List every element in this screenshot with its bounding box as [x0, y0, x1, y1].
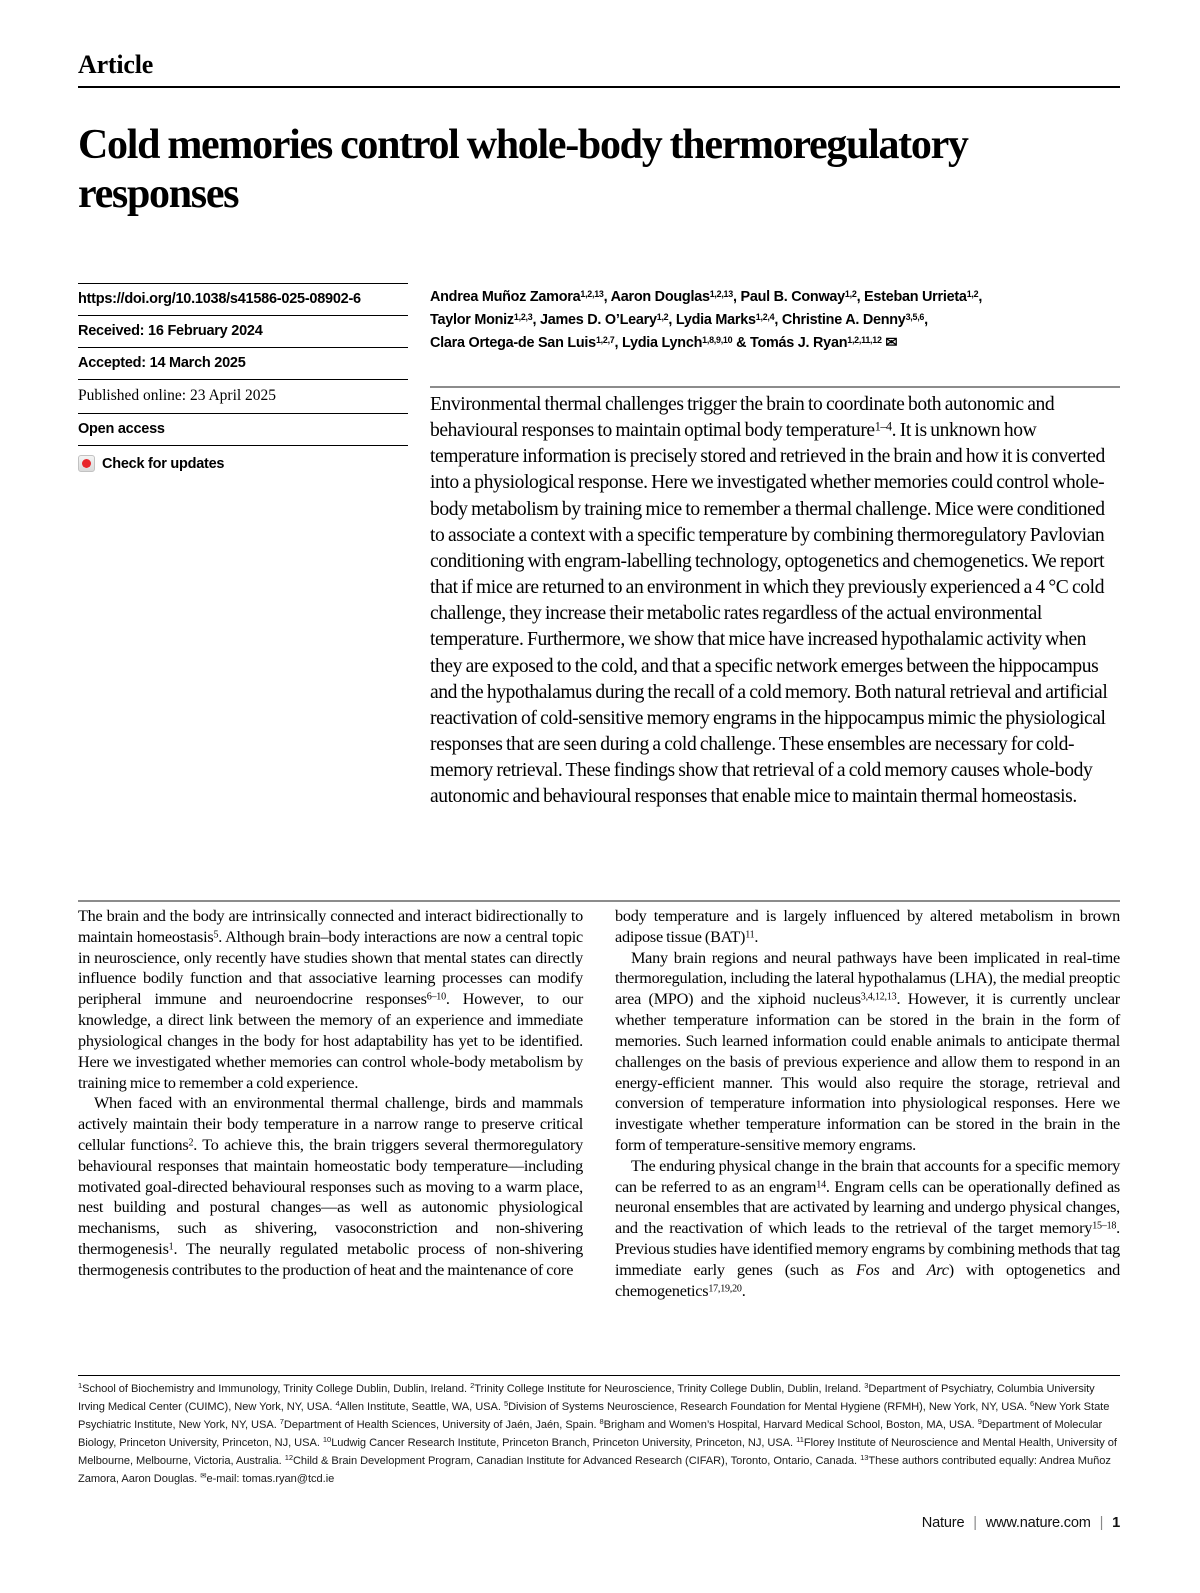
crossmark-icon — [78, 455, 95, 472]
footer-separator-2: | — [1099, 1515, 1104, 1531]
affiliations-divider — [78, 1375, 1120, 1376]
author-list — [430, 286, 1120, 354]
body-column-left — [78, 906, 583, 1281]
body-paragraph: body temperature and is largely influenced by altered metabolism in brown adipose tissue (BAT)$^{11}$. — [615, 907, 1120, 946]
footer-url[interactable]: www.nature.com — [985, 1515, 1091, 1531]
accepted-date: Accepted: 14 March 2025 — [78, 347, 408, 379]
check-for-updates-label: Check for updates — [102, 455, 225, 472]
footer-separator-1: | — [973, 1515, 977, 1531]
author-line-2: Taylor Moniz$^{1,2,3}$, James D. O’Leary$^{1,2}$, Lydia Marks$^{1,2,4}$, Christine A. Denny$^{3,5,6}$, — [430, 311, 928, 328]
abstract-text: Environmental thermal challenges trigger the brain to coordinate both autonomic and behavioural responses to maintain optimal body temperature$^{1-4}$. It is unknown how temperature information is precisely stored and retrieved in the brain and how it is converted into a physiological response. Here we investigated whether memories could control whole-body metabolism by training mice to remember a thermal challenge. Mice were conditioned to associate a context with a specific temperature by combining thermoregulatory Pavlovian conditioning with engram-labelling technology, optogenetics and chemogenetics. We report that if mice are returned to an environment in which they previously experienced a 4 °C cold challenge, they increase their metabolic rates regardless of the actual environmental temperature. Furthermore, we show that mice have increased hypothalamic activity when they are exposed to the cold, and that a specific network emerges between the hippocampus and the hypothalamus during the recall of a cold memory. Both natural retrieval and artificial reactivation of cold-sensitive memory engrams in the hippocampus mimic the physiological responses that are seen during a cold challenge. These ensembles are necessary for cold-memory retrieval. These findings show that retrieval of a cold memory causes whole-body autonomic and behavioural responses that enable mice to maintain thermal homeostasis. — [430, 394, 1108, 808]
check-for-updates-button[interactable] — [78, 445, 408, 480]
article-type-label: Article — [78, 50, 154, 79]
author-line-3: Clara Ortega-de San Luis$^{1,2,7}$, Lydia Lynch$^{1,8,9,10}$ & Tomás J. Ryan$^{1,2,11,12}$ ✉ — [430, 334, 898, 351]
footer-page-number: 1 — [1112, 1515, 1120, 1531]
affiliations-text: $^1$School of Biochemistry and Immunology, Trinity College Dublin, Dublin, Ireland. $^2$Trinity College Institute for Neuroscience, Trinity College Dublin, Dublin, Ireland. $^3$Department of Psychiatry, Columbia University Irving Medical Center (CUIMC), New York, NY, USA. $^4$Allen Institute, Seattle, WA, USA. $^5$Division of Systems Neuroscience, Research Foundation for Mental Hygiene (RFMH), New York, NY, USA. $^6$New York State Psychiatric Institute, New York, NY, USA. $^7$Department of Health Sciences, University of Jaén, Jaén, Spain. $^8$Brigham and Women’s Hospital, Harvard Medical School, Boston, MA, USA. $^9$Department of Molecular Biology, Princeton University, Princeton, NJ, USA. $^{10}$Ludwig Cancer Research Institute, Princeton Branch, Princeton University, Princeton, NJ, USA. $^{11}$Florey Institute of Neuroscience and Mental Health, University of Melbourne, Melbourne, Victoria, Australia. $^{12}$Child & Brain Development Program, Canadian Institute for Advanced Research (CIFAR), Toronto, Ontario, Canada. $^{13}$These authors contributed equally: Andrea Muñoz Zamora, Aaron Douglas. ✉e-mail: tomas.ryan@tcd.ie — [78, 1381, 1117, 1485]
footer-journal: Nature — [921, 1515, 965, 1531]
abstract-divider — [430, 386, 1120, 388]
body-paragraph: The brain and the body are intrinsically connected and interact bidirectionally to maintain homeostasis$^5$. Although brain–body interactions are now a central topic in neuroscience, only recently have studies shown that mental states can directly influence bodily function and that associative learning processes can modify peripheral immune and neuroendocrine responses$^{6-10}$. However, to our knowledge, a direct link between the memory of an experience and immediate physiological changes in the body for host adaptability has yet to be identified. Here we investigated whether memories can control whole-body metabolism by training mice to remember a cold experience. — [78, 907, 583, 1092]
body-column-right — [615, 906, 1120, 1301]
open-access-label: Open access — [78, 413, 408, 445]
author-line-1: Andrea Muñoz Zamora$^{1,2,13}$, Aaron Douglas$^{1,2,13}$, Paul B. Conway$^{1,2}$, Esteban Urrieta$^{1,2}$, — [430, 288, 983, 305]
body-columns — [78, 906, 1120, 1356]
body-paragraph: The enduring physical change in the brain that accounts for a specific memory can be referred to as an engram$^{14}$. Engram cells can be operationally defined as neuronal ensembles that are activated by learning and undergo physical changes, and the reactivation of which leads to the retrieval of the target memory$^{15-18}$. Previous studies have identified memory engrams by combining methods that tag immediate early genes (such as Fos and Arc) with optogenetics and chemogenetics$^{17,19,20}$. — [615, 1156, 1121, 1300]
doi-link[interactable]: https://doi.org/10.1038/s41586-025-08902-6 — [78, 283, 408, 315]
body-paragraph: Many brain regions and neural pathways have been implicated in real-time thermoregulation, including the lateral hypothalamus (LHA), the medial preoptic area (MPO) and the xiphoid nucleus$^{3,4,12,13}$. However, it is currently unclear whether temperature information can be stored in the brain in the form of memories. Such learned information could enable animals to anticipate thermal challenges on the basis of previous experience and allow them to respond in an energy-efficient manner. This would also require the storage, retrieval and conversion of temperature information into physiological responses. Here we investigate whether temperature information can be stored in the brain in the form of temperature-sensitive memory engrams. — [615, 948, 1120, 1154]
published-date: Published online: 23 April 2025 — [78, 379, 408, 413]
body-paragraph: When faced with an environmental thermal challenge, birds and mammals actively maintain their body temperature in a narrow range to preserve critical cellular functions$^2$. To achieve this, the brain triggers several thermoregulatory behavioural responses that maintain homeostatic body temperature—including motivated goal-directed behavioural responses such as moving to a warm place, nest building and postural changes—as well as autonomic physiological mechanisms, such as shivering, vasoconstriction and non-shivering thermogenesis$^1$. The neurally regulated metabolic process of non-shivering thermogenesis contributes to the production of heat and the maintenance of core — [78, 1094, 583, 1279]
received-date: Received: 16 February 2024 — [78, 315, 408, 347]
body-divider — [78, 900, 1120, 902]
page-footer — [922, 1515, 1120, 1531]
article-metadata — [78, 283, 408, 480]
header-divider — [78, 86, 1120, 88]
page-title: Cold memories control whole-body thermoregulatory responses — [78, 122, 968, 217]
